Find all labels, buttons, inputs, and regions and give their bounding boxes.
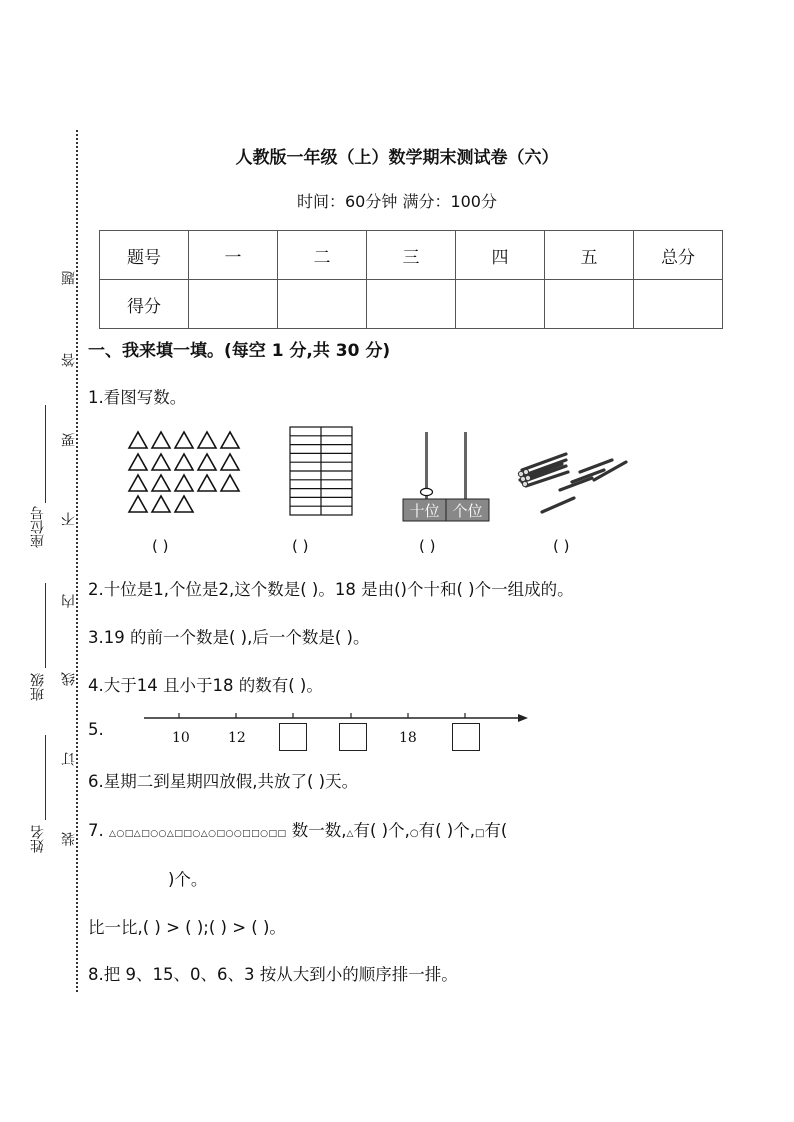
number-line-label: 12: [228, 730, 246, 746]
score-entry-cell[interactable]: [367, 280, 456, 329]
question-7-compare: 比一比,( ) > ( );( ) > ( )。: [88, 918, 286, 937]
square-icon: □: [474, 828, 485, 839]
binding-dotted-line: [76, 130, 78, 992]
question-4: 4.大于14 且小于18 的数有( )。: [88, 676, 323, 695]
abacus-tens-label: 十位: [409, 502, 440, 520]
table-cell: 得分: [100, 280, 189, 329]
question-3: 3.19 的前一个数是( ),后一个数是( )。: [88, 628, 370, 647]
answer-paren[interactable]: ( ): [553, 537, 570, 555]
margin-char: 答: [61, 353, 77, 367]
score-entry-cell[interactable]: [456, 280, 545, 329]
abacus-ones-label: 个位: [452, 502, 483, 520]
table-cell: 五: [545, 231, 634, 280]
question-6: 6.星期二到星期四放假,共放了( )天。: [88, 772, 359, 791]
triangles-figure: [124, 428, 254, 518]
circle-icon: ○: [409, 828, 419, 839]
class-line: [45, 583, 46, 668]
table-cell: 一: [189, 231, 278, 280]
question-7: [88, 817, 507, 841]
table-header-row: [100, 231, 723, 280]
margin-char: 线: [61, 672, 77, 686]
margin-char: 要: [61, 433, 77, 447]
triangle-count-blank[interactable]: 有( )个,: [353, 821, 410, 840]
seat-number-label: 座位号: [30, 506, 46, 548]
sticks-bundle-figure: [514, 450, 634, 520]
margin-char: 题: [61, 271, 77, 285]
score-table: [99, 230, 723, 329]
circle-count-blank[interactable]: 有( )个,: [418, 821, 475, 840]
table-cell: 总分: [634, 231, 723, 280]
margin-char: 内: [61, 594, 77, 608]
name-label: 姓名: [30, 825, 46, 853]
question-8: 8.把 9、15、0、6、3 按从大到小的顺序排一排。: [88, 965, 458, 984]
table-score-row: [100, 280, 723, 329]
question-2: 2.十位是1,个位是2,这个数是( )。18 是由()个十和( )个一组成的。: [88, 580, 574, 599]
score-entry-cell[interactable]: [189, 280, 278, 329]
number-line-label: 10: [172, 730, 190, 746]
question-7-line2: )个。: [168, 870, 208, 889]
table-cell: 二: [278, 231, 367, 280]
margin-char: 装: [61, 832, 77, 846]
number-line-answer-box[interactable]: [339, 723, 367, 751]
score-entry-cell[interactable]: [278, 280, 367, 329]
exam-info: 时间：60分钟 满分：100分: [297, 192, 497, 211]
seat-number-line: [45, 405, 46, 503]
page-title: 人教版一年级（上）数学期末测试卷（六）: [235, 148, 559, 168]
score-entry-cell[interactable]: [634, 280, 723, 329]
question-5: 5.: [88, 720, 104, 739]
shape-sequence: △○□△□○○△□□○△○□○○□□○□□: [109, 829, 287, 839]
answer-paren[interactable]: ( ): [419, 537, 436, 555]
answer-paren[interactable]: ( ): [152, 537, 169, 555]
section-title: 一、我来填一填。(每空 1 分,共 30 分): [88, 341, 391, 361]
table-cell: 四: [456, 231, 545, 280]
triangle-icon: △: [346, 829, 354, 839]
margin-char: 订: [61, 752, 77, 766]
answer-paren[interactable]: ( ): [292, 537, 309, 555]
score-entry-cell[interactable]: [545, 280, 634, 329]
table-cell: 三: [367, 231, 456, 280]
table-cell: 题号: [100, 231, 189, 280]
number-line-answer-box[interactable]: [452, 723, 480, 751]
number-line-answer-box[interactable]: [279, 723, 307, 751]
question-7-prefix: 7.: [88, 821, 104, 840]
name-line: [45, 735, 46, 820]
question-7-text: 数一数,: [291, 821, 347, 840]
grid-blocks-figure: [288, 425, 356, 519]
square-count-blank[interactable]: 有(: [484, 821, 508, 840]
margin-char: 不: [61, 512, 77, 526]
number-line-label: 18: [399, 730, 417, 746]
question-1: 1.看图写数。: [88, 388, 187, 407]
class-label: 班级: [30, 673, 46, 701]
